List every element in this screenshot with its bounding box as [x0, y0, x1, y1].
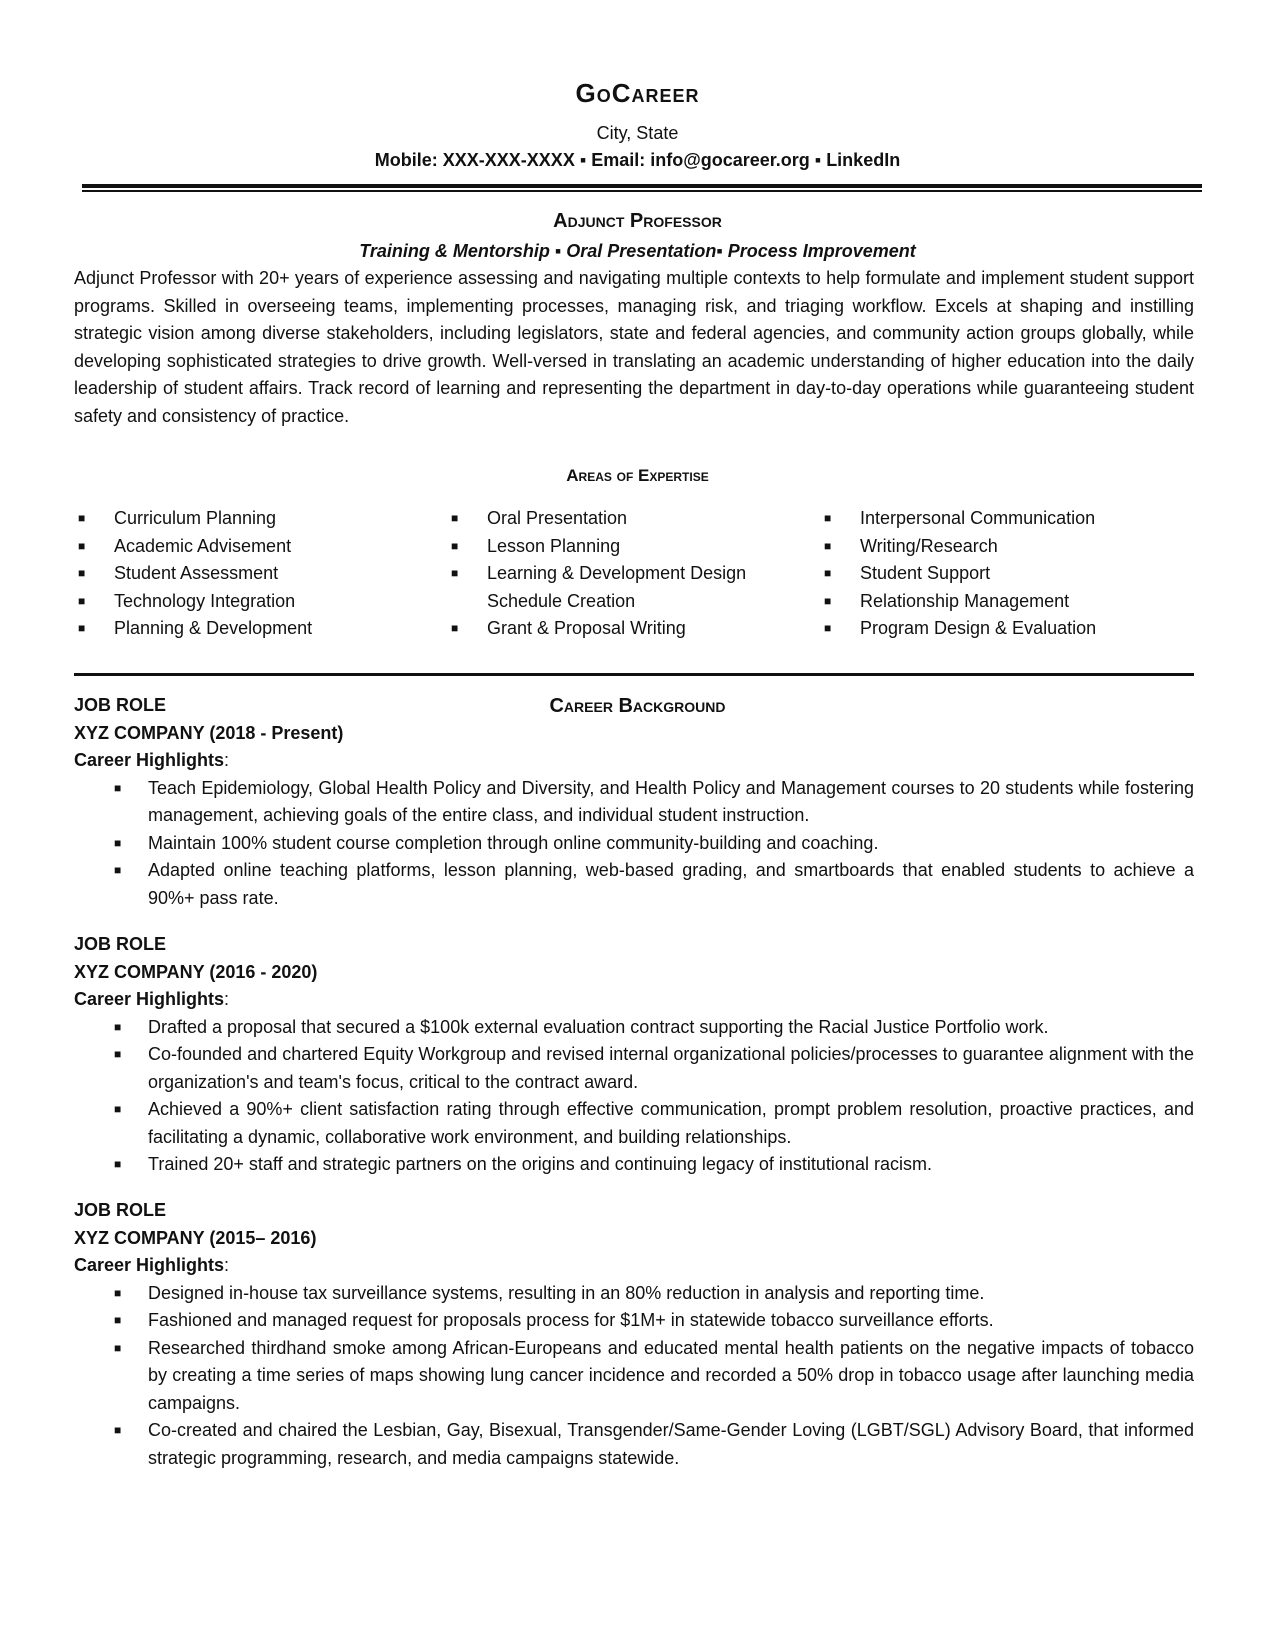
expertise-item — [447, 588, 820, 616]
expertise-item — [447, 533, 820, 561]
expertise-label: Curriculum Planning — [114, 508, 277, 528]
highlight-item: ■ Teach Epidemiology, Global Health Policy and Diversity, and Health Policy and Management courses to 20 students while fostering management, achieving goals of the entire class, and individual student instruction. — [74, 775, 1194, 830]
square-bullet-icon: ■ — [114, 780, 122, 795]
location: City, State — [596, 123, 679, 143]
square-bullet-icon: ■ — [451, 621, 459, 635]
square-bullet-icon: ■ — [114, 863, 122, 877]
expertise-label: Writing/Research — [860, 535, 998, 556]
square-bullet-icon: ■ — [114, 835, 122, 850]
job-company: XYZ COMPANY (2018 - Present) — [74, 722, 344, 743]
expertise-column — [74, 505, 447, 643]
highlight-item: ■ Maintain 100% student course completion through online community-building and coaching. — [74, 830, 1194, 858]
expertise-item — [820, 505, 1193, 533]
square-bullet-icon: ■ — [824, 538, 832, 553]
job-role: JOB ROLE — [74, 934, 167, 954]
contact-line: Mobile: XXX-XXX-XXXX ▪ Email: info@gocareer.org ▪ LinkedIn — [374, 150, 901, 170]
square-bullet-icon: ■ — [114, 1340, 122, 1355]
highlight-item: ■ Adapted online teaching platforms, lesson planning, web-based grading, and smartboards that enabled students to achieve a 90%+ pass rate. — [74, 857, 1194, 912]
square-bullet-icon: ■ — [451, 566, 459, 580]
square-bullet-icon: ■ — [824, 566, 832, 580]
highlights-label: Career Highlights: — [74, 750, 230, 770]
career-heading: Career Background — [549, 695, 726, 717]
expertise-item — [74, 615, 447, 643]
square-bullet-icon: ■ — [824, 593, 832, 608]
expertise-item — [74, 533, 447, 561]
square-bullet-icon: ■ — [824, 621, 832, 635]
expertise-label: Planning & Development — [114, 618, 313, 638]
job-entry — [74, 1197, 1194, 1472]
highlights-list — [74, 1014, 1194, 1179]
expertise-item — [447, 560, 820, 588]
expertise-item — [820, 560, 1193, 588]
square-bullet-icon: ■ — [451, 538, 459, 553]
highlight-item: ■ Trained 20+ staff and strategic partners on the origins and continuing legacy of institutional racism. — [74, 1151, 1194, 1179]
job-company: XYZ COMPANY (2015– 2016) — [74, 1227, 317, 1248]
square-bullet-icon: ■ — [114, 1157, 122, 1171]
square-bullet-icon: ■ — [824, 511, 832, 525]
expertise-heading: Areas of Expertise — [566, 466, 709, 485]
highlights-list — [74, 1280, 1194, 1473]
square-bullet-icon: ■ — [114, 1423, 122, 1437]
expertise-label: Learning & Development Design — [487, 563, 747, 583]
expertise-item — [820, 588, 1193, 616]
section-divider — [74, 673, 1194, 676]
highlight-item: ■ Co-founded and chartered Equity Workgroup and revised internal organizational policies/processes to guarantee alignment with the organization's and team's focus, critical to the contract award. — [74, 1041, 1194, 1096]
expertise-grid — [74, 505, 1194, 643]
expertise-label: Schedule Creation — [487, 590, 636, 611]
expertise-label: Academic Advisement — [114, 535, 292, 556]
expertise-column — [447, 505, 820, 643]
job-role: JOB ROLE — [74, 695, 167, 715]
expertise-label: Oral Presentation — [487, 508, 628, 528]
square-bullet-icon: ■ — [78, 538, 86, 553]
expertise-column — [820, 505, 1193, 643]
expertise-label: Student Support — [860, 563, 991, 583]
expertise-label: Relationship Management — [860, 590, 1070, 611]
square-bullet-icon: ■ — [78, 511, 86, 525]
expertise-item — [820, 533, 1193, 561]
square-bullet-icon: ■ — [114, 1047, 122, 1061]
profile-summary: Adjunct Professor with 20+ years of experience assessing and navigating multiple contexts to help formulate and implement student support programs. Skilled in overseeing teams, implementing processes, managing risk, and triaging workflow. Excels at shaping and instilling strategic vision among diverse stakeholders, including legislators, state and federal agencies, and community action groups globally, while developing sophisticated strategies to drive growth. Well-versed in translating an academic understanding of higher education into the daily leadership of student affairs. Track record of learning and representing the department in day-to-day operations while guaranteeing student safety and consistency of practice. — [74, 268, 1194, 426]
square-bullet-icon: ■ — [78, 593, 86, 608]
square-bullet-icon: ■ — [78, 621, 86, 635]
square-bullet-icon: ■ — [114, 1102, 122, 1116]
highlight-item: ■ Designed in-house tax surveillance systems, resulting in an 80% reduction in analysis and reporting time. — [74, 1280, 1194, 1308]
expertise-item — [74, 588, 447, 616]
square-bullet-icon: ■ — [114, 1313, 122, 1327]
job-company: XYZ COMPANY (2016 - 2020) — [74, 961, 318, 982]
highlight-item: ■ Co-created and chaired the Lesbian, Gay, Bisexual, Transgender/Same-Gender Loving (LGBT/SGL) Advisory Board, that informed strategic programming, research, and media campaigns statewide. — [74, 1417, 1194, 1472]
square-bullet-icon: ■ — [78, 566, 86, 580]
expertise-label: Technology Integration — [114, 590, 296, 611]
profile-tagline: Training & Mentorship ▪ Oral Presentation▪ Process Improvement — [359, 241, 916, 261]
expertise-item — [820, 615, 1193, 643]
job-role: JOB ROLE — [74, 1200, 167, 1220]
highlights-label: Career Highlights: — [74, 1255, 230, 1275]
expertise-label: Program Design & Evaluation — [860, 618, 1097, 638]
header-divider — [82, 184, 1202, 192]
expertise-item — [74, 505, 447, 533]
expertise-item — [447, 505, 820, 533]
expertise-label: Lesson Planning — [487, 535, 621, 556]
expertise-label: Grant & Proposal Writing — [487, 618, 686, 638]
expertise-item — [447, 615, 820, 643]
highlights-label: Career Highlights: — [74, 989, 230, 1009]
expertise-item — [74, 560, 447, 588]
profile-title: Adjunct Professor — [553, 210, 722, 232]
job-entry — [74, 931, 1194, 1179]
highlight-item: ■ Fashioned and managed request for proposals process for $1M+ in statewide tobacco surveillance efforts. — [74, 1307, 1194, 1335]
highlight-item: ■ Achieved a 90%+ client satisfaction rating through effective communication, prompt problem resolution, proactive practices, and facilitating a dynamic, collaborative work environment, and building relationships. — [74, 1096, 1194, 1151]
highlight-item: ■ Drafted a proposal that secured a $100k external evaluation contract supporting the Racial Justice Portfolio work. — [74, 1014, 1194, 1042]
candidate-name: GoCareer — [575, 78, 700, 108]
job-entry — [74, 692, 1194, 912]
expertise-label: Student Assessment — [114, 563, 279, 583]
square-bullet-icon: ■ — [114, 1019, 122, 1034]
square-bullet-icon: ■ — [114, 1285, 122, 1300]
highlight-item: ■ Researched thirdhand smoke among African-Europeans and educated mental health patients on the negative impacts of tobacco by creating a time series of maps showing lung cancer incidence and recorded a 50% drop in tobacco usage after launching media campaigns. — [74, 1335, 1194, 1418]
expertise-label: Interpersonal Communication — [860, 508, 1096, 528]
square-bullet-icon: ■ — [451, 511, 459, 525]
highlights-list — [74, 775, 1194, 913]
